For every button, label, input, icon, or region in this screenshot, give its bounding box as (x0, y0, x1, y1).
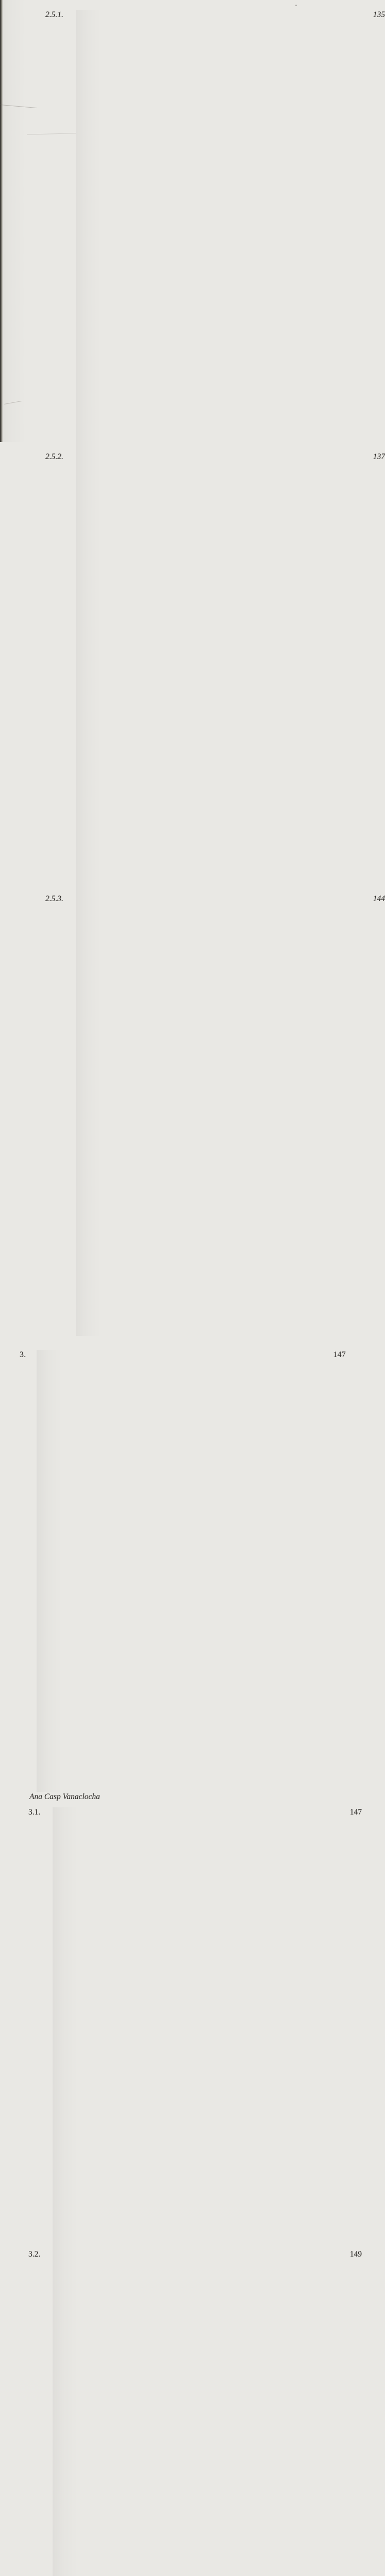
entry-number: 2.5.2. (45, 452, 63, 461)
toc-entry (20, 1807, 362, 2249)
entry-page: 135 (76, 10, 385, 452)
entry-page: 147 (53, 1807, 362, 2249)
entry-page: 149 (53, 2249, 362, 2576)
toc-entry (20, 452, 385, 894)
spacer (20, 1336, 292, 1350)
spacer (20, 1802, 292, 1807)
entry-label: Ana Casp Vanaclocha (29, 1792, 100, 1801)
entry-page: 147 (37, 1350, 346, 1792)
toc-entry (20, 2249, 362, 2576)
entry-number: 3.2. (28, 2250, 41, 2259)
entry-page: 144 (76, 894, 385, 1336)
toc-entry (20, 1792, 292, 1802)
entry-number: 2.5.1. (45, 10, 63, 19)
entry-number: 2.5.3. (45, 894, 63, 903)
entry-number: 3.1. (28, 1808, 41, 1817)
entry-number: 3. (20, 1350, 26, 1359)
entry-page: 137 (76, 452, 385, 894)
toc-entry (20, 894, 385, 1336)
toc-entry (20, 10, 385, 452)
toc-entry (20, 1350, 346, 1792)
